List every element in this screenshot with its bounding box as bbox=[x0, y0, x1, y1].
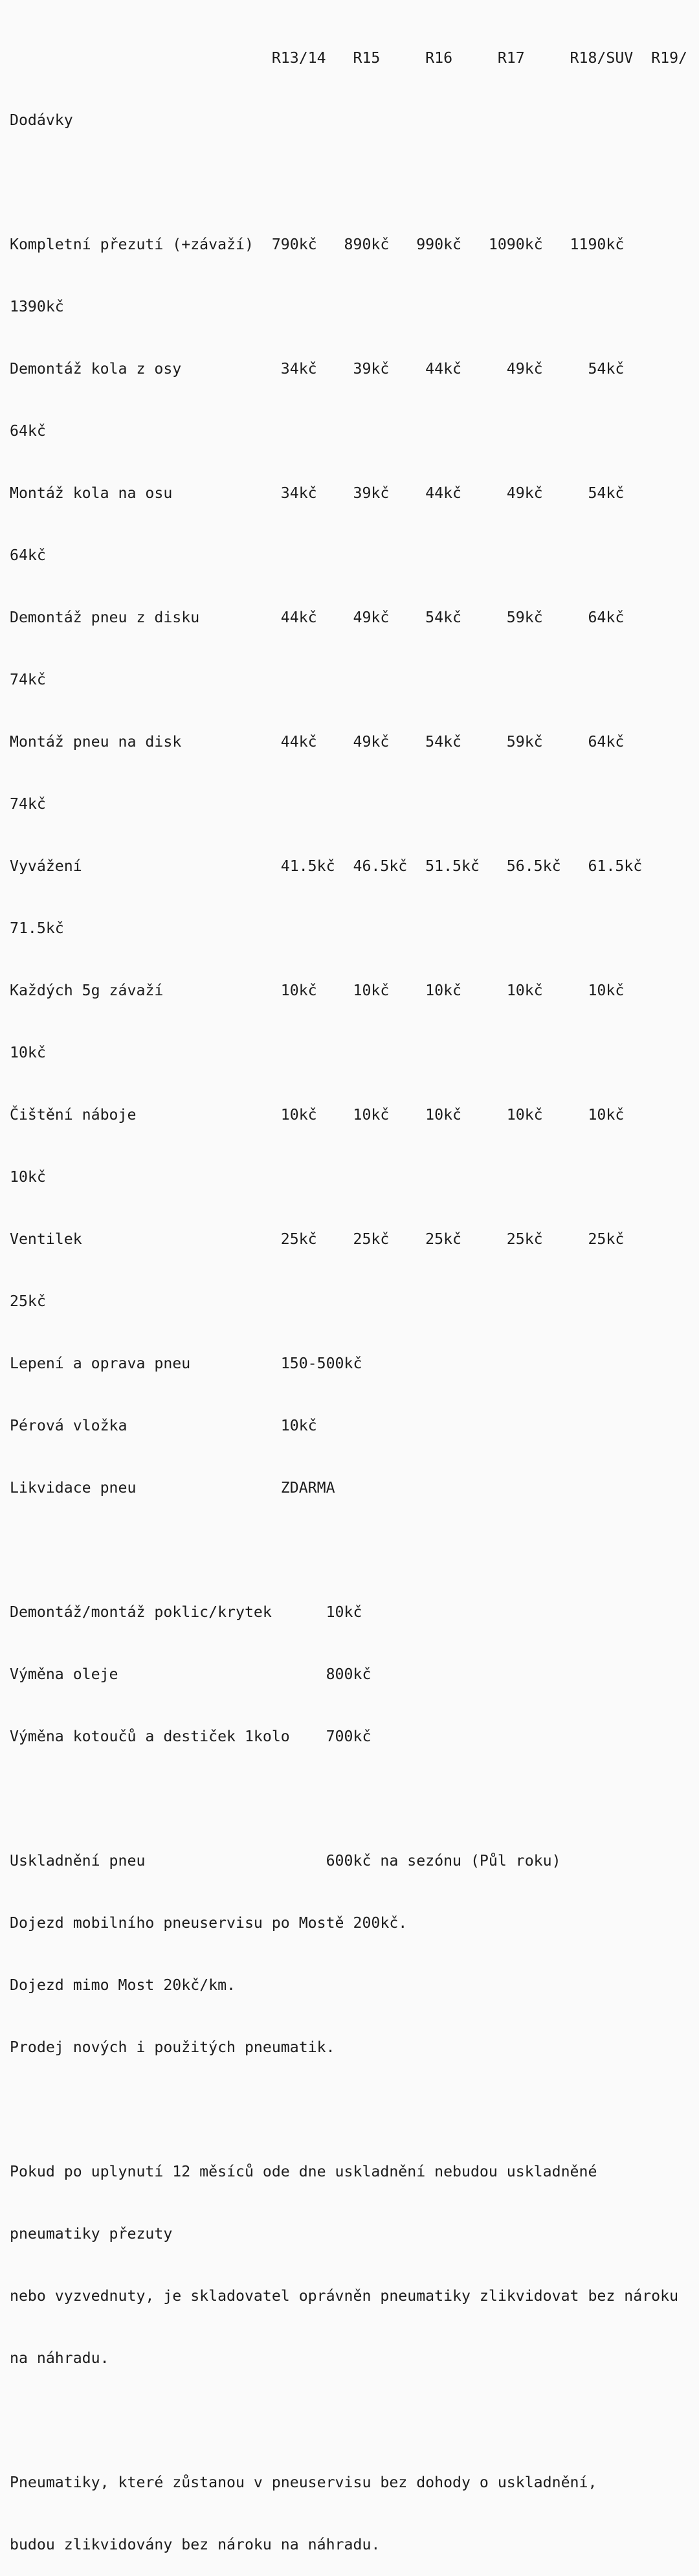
row-demontaz-kola-wrap: 64kč bbox=[10, 422, 46, 440]
row-vymena-oleje: Výměna oleje 800kč bbox=[10, 1666, 372, 1683]
row-demontaz-pneu: Demontáž pneu z disku 44kč 49kč 54kč 59kč 64kč bbox=[10, 609, 625, 626]
row-ventilek: Ventilek 25kč 25kč 25kč 25kč 25kč bbox=[10, 1230, 625, 1248]
notice-storage-line-4: na náhradu. bbox=[10, 2349, 109, 2367]
row-perova-vlozka: Pérová vložka 10kč bbox=[10, 1417, 317, 1434]
row-kompletni-prezuti-wrap: 1390kč bbox=[10, 298, 64, 315]
notice-disposal-line-2: budou zlikvidovány bez nároku na náhradu. bbox=[10, 2536, 381, 2553]
row-likvidace-pneu: Likvidace pneu ZDARMA bbox=[10, 1479, 335, 1497]
notice-storage-line-3: nebo vyzvednuty, je skladovatel oprávněn pneumatiky zlikvidovat bez nároku bbox=[10, 2287, 679, 2305]
row-ventilek-wrap: 25kč bbox=[10, 1293, 46, 1310]
price-list-document bbox=[10, 6, 693, 2576]
row-demontaz-pneu-wrap: 74kč bbox=[10, 671, 46, 688]
blank-line bbox=[10, 2099, 693, 2120]
row-montaz-kola-wrap: 64kč bbox=[10, 547, 46, 564]
row-montaz-kola: Montáž kola na osu 34kč 39kč 44kč 49kč 54kč bbox=[10, 484, 625, 502]
row-dojezd-most: Dojezd mobilního pneuservisu po Mostě 200kč. bbox=[10, 1914, 408, 1932]
row-poklice: Demontáž/montáž poklic/krytek 10kč bbox=[10, 1603, 362, 1621]
blank-line bbox=[10, 1540, 693, 1561]
row-vyvazeni: Vyvážení 41.5kč 46.5kč 51.5kč 56.5kč 61.5kč bbox=[10, 857, 643, 875]
row-zavazi-wrap: 10kč bbox=[10, 1044, 46, 1061]
row-montaz-pneu-wrap: 74kč bbox=[10, 795, 46, 813]
row-lepeni-oprava: Lepení a oprava pneu 150-500kč bbox=[10, 1355, 362, 1372]
row-demontaz-kola: Demontáž kola z osy 34kč 39kč 44kč 49kč 54kč bbox=[10, 360, 625, 378]
row-prodej: Prodej nových i použitých pneumatik. bbox=[10, 2039, 335, 2056]
row-kompletni-prezuti: Kompletní přezutí (+závaží) 790kč 890kč 990kč 1090kč 1190kč bbox=[10, 236, 625, 253]
row-vyvazeni-wrap: 71.5kč bbox=[10, 920, 64, 937]
blank-line bbox=[10, 172, 693, 193]
header-columns-line: R13/14 R15 R16 R17 R18/SUV R19/ bbox=[10, 49, 688, 67]
row-zavazi: Každých 5g závaží 10kč 10kč 10kč 10kč 10kč bbox=[10, 982, 625, 999]
blank-line bbox=[10, 1789, 693, 1809]
row-dojezd-mimo: Dojezd mimo Most 20kč/km. bbox=[10, 1976, 236, 1994]
header-continuation-line: Dodávky bbox=[10, 111, 73, 129]
notice-storage-line-2: pneumatiky přezuty bbox=[10, 2225, 173, 2243]
row-uskladneni: Uskladnění pneu 600kč na sezónu (Půl roku) bbox=[10, 1852, 561, 1870]
row-cisteni-naboje: Čištění náboje 10kč 10kč 10kč 10kč 10kč bbox=[10, 1106, 625, 1124]
blank-line bbox=[10, 2410, 693, 2431]
notice-disposal-line-1: Pneumatiky, které zůstanou v pneuservisu bez dohody o uskladnění, bbox=[10, 2474, 597, 2491]
notice-storage-line-1: Pokud po uplynutí 12 měsíců ode dne uskladnění nebudou uskladněné bbox=[10, 2163, 597, 2180]
row-vymena-kotoucu: Výměna kotoučů a destiček 1kolo 700kč bbox=[10, 1728, 372, 1745]
row-cisteni-naboje-wrap: 10kč bbox=[10, 1168, 46, 1186]
row-montaz-pneu: Montáž pneu na disk 44kč 49kč 54kč 59kč 64kč bbox=[10, 733, 625, 751]
